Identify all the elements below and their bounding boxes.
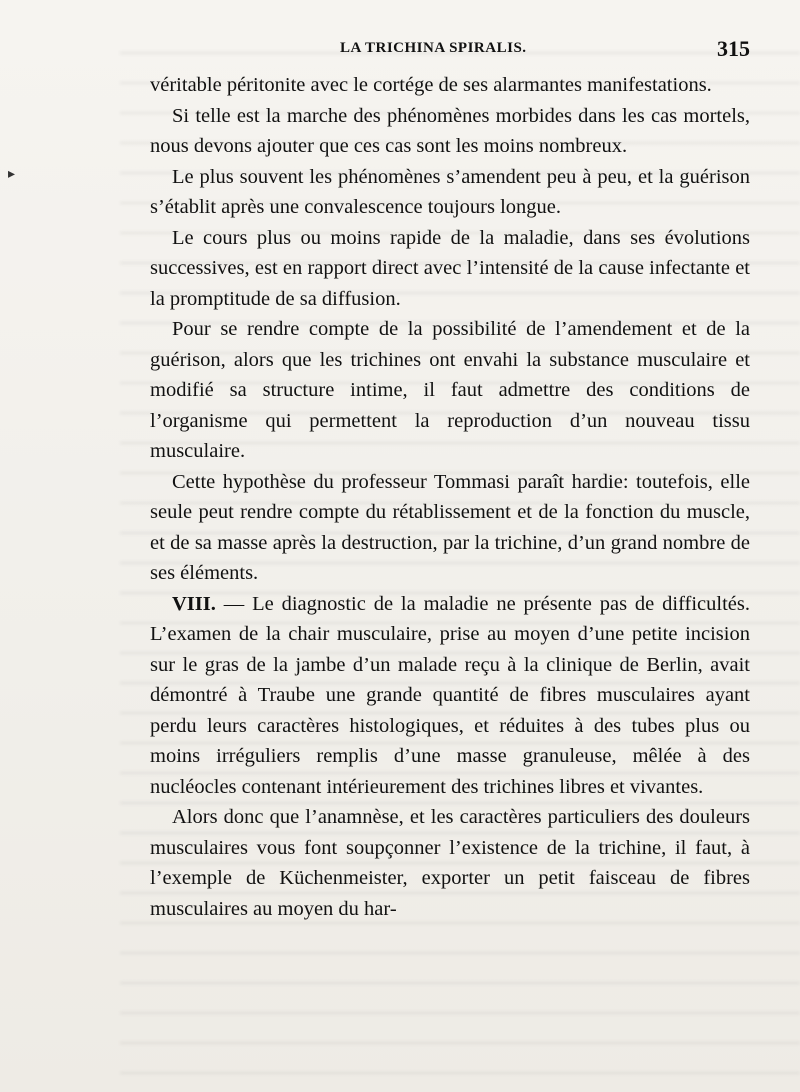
paragraph (150, 223, 750, 315)
page-header (150, 36, 750, 66)
paragraph (150, 101, 750, 162)
paragraph-text: véritable péritonite avec le cortége de ses alarmantes manifestations. (150, 74, 712, 96)
paragraph (150, 589, 750, 803)
paragraph-text: Si telle est la marche des phénomènes morbides dans les cas mortels, nous devons ajouter que ces cas sont les moins nombreux. (150, 104, 750, 157)
paragraph-text: Alors donc que l’anamnèse, et les caractères particuliers des douleurs musculaires vous font soupçonner l’existence de la trichine, il faut, à l’exemple de Küchenmeister, exporter un petit faisceau de fibres musculaires au moyen du har- (150, 806, 750, 920)
running-title: LA TRICHINA SPIRALIS. (340, 40, 527, 56)
paragraph (150, 467, 750, 589)
paragraph-text: Cette hypothèse du professeur Tommasi paraît hardie: toutefois, elle seule peut rendre compte du rétablissement et de la fonction du muscle, et de sa masse après la destruction, par la trichine, d’un grand nombre de ses éléments. (150, 470, 750, 584)
section-number: VIII. (172, 592, 216, 615)
paragraph (150, 70, 750, 101)
paragraph-text: Le cours plus ou moins rapide de la maladie, dans ses évolutions successives, est en rapport direct avec l’intensité de la cause infectante et la promptitude de sa diffusion. (150, 226, 750, 310)
paragraph (150, 314, 750, 467)
page-number: 315 (717, 36, 750, 61)
body-text (150, 70, 750, 924)
paragraph (150, 162, 750, 223)
margin-mark: ▸ (8, 166, 16, 182)
paragraph (150, 802, 750, 924)
paragraph-text: Pour se rendre compte de la possibilité de l’amendement et de la guérison, alors que les trichines ont envahi la substance musculaire et modifié sa structure intime, il faut admettre des conditions de l’organisme qui permettent la reproduction d’un nouveau tissu musculaire. (150, 318, 750, 462)
paragraph-text: — Le diagnostic de la maladie ne présente pas de difficultés. L’examen de la chair musculaire, prise au moyen d’une petite incision sur le gras de la jambe d’un malade reçu à la clinique de Berlin, avait démontré à Traube une grande quantité de fibres musculaires ayant perdu leurs caractères histologiques, et réduites à des tubes plus ou moins irréguliers remplis d’une masse granuleuse, mêlée à des nucléocles contenant intérieurement des trichines libres et vivantes. (150, 592, 750, 798)
paragraph-text: Le plus souvent les phénomènes s’amendent peu à peu, et la guérison s’établit après une convalescence toujours longue. (150, 165, 750, 218)
